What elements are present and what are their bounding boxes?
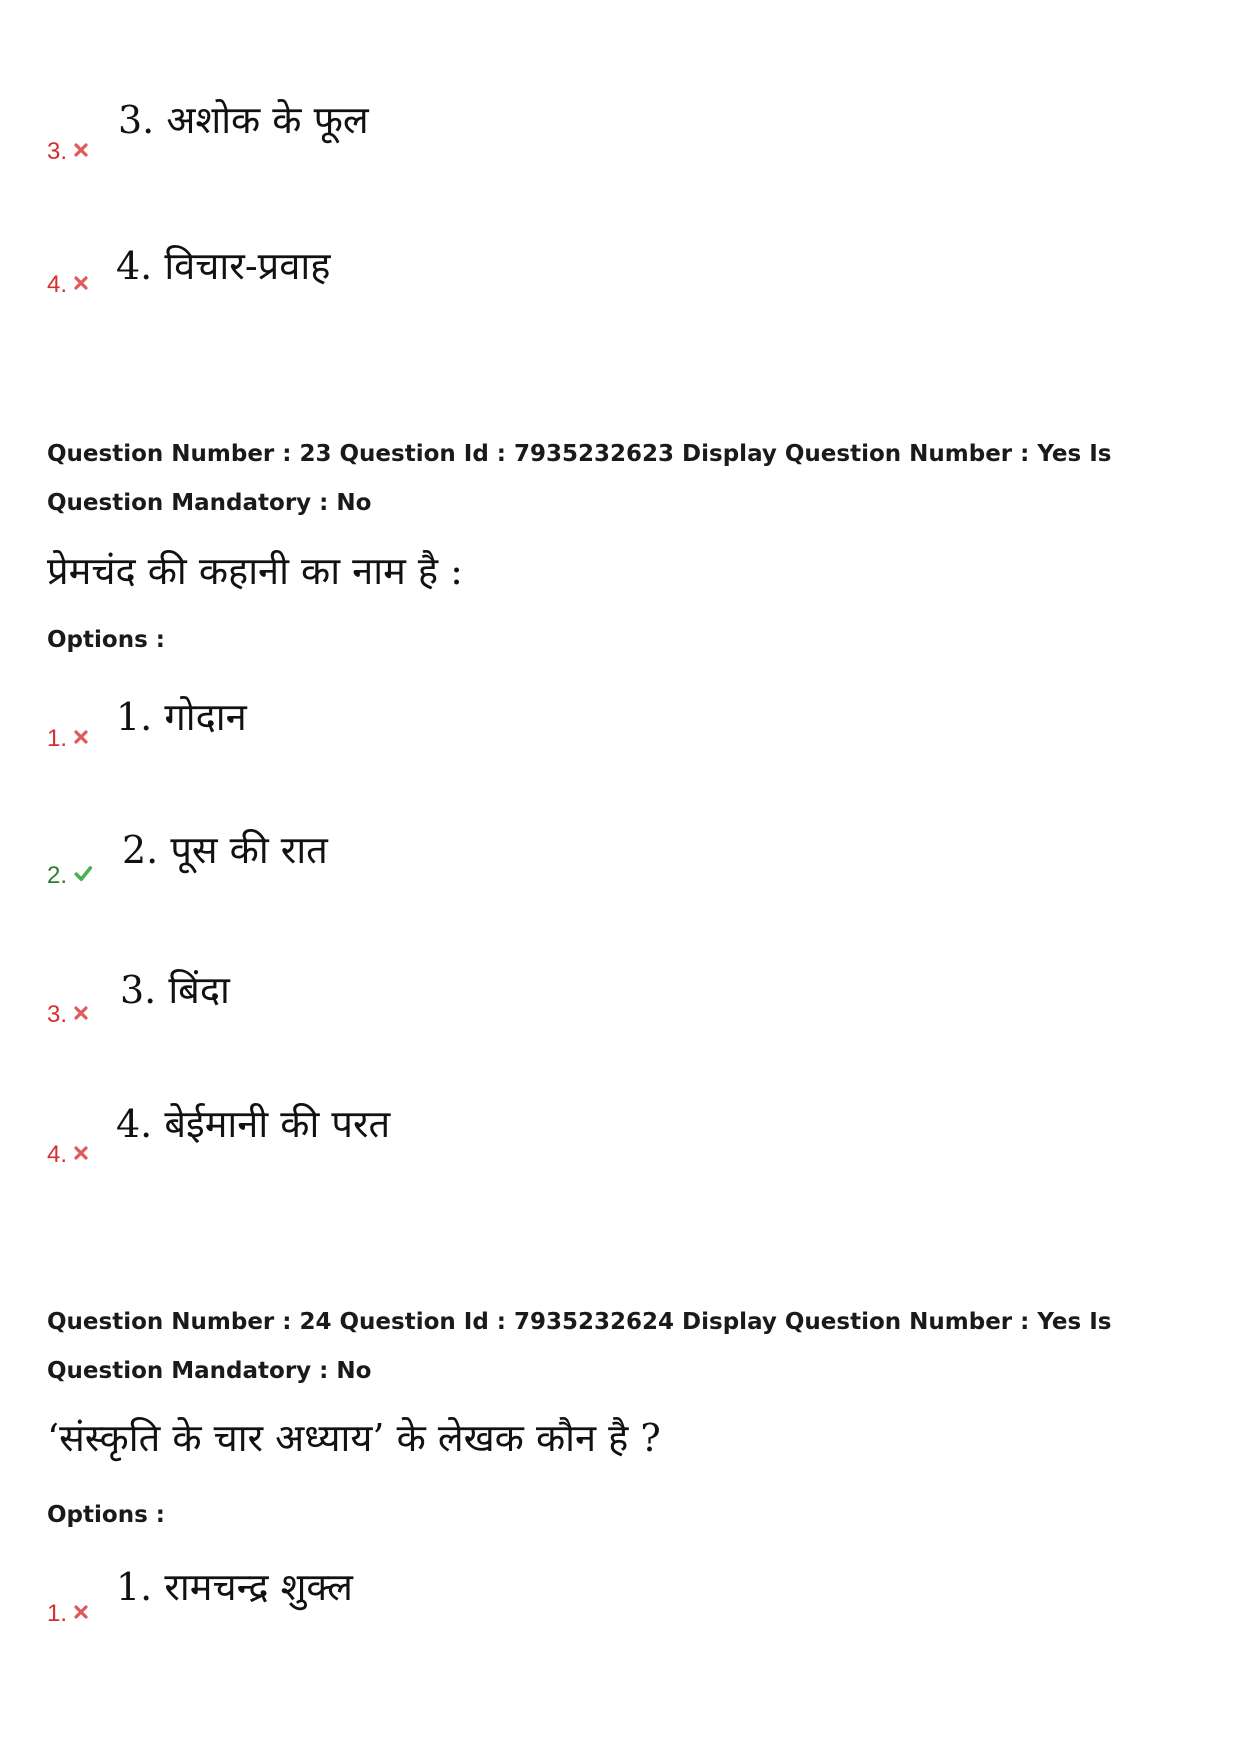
option-number: 1.	[47, 725, 89, 753]
question-meta: Question Number : 24 Question Id : 7935232624 Display Question Number : Yes Is Question Mandatory : No	[47, 1309, 1112, 1384]
cross-icon	[73, 1145, 89, 1161]
option-text: 1. रामचन्द्र शुक्ल	[116, 1565, 353, 1609]
options-label: Options :	[47, 1502, 165, 1528]
cross-icon	[73, 729, 89, 745]
option-text: 4. विचार-प्रवाह	[116, 244, 331, 288]
option-text: 2. पूस की रात	[122, 828, 328, 872]
option-number: 3.	[47, 1001, 89, 1029]
option-text: 4. बेईमानी की परत	[116, 1102, 391, 1146]
question-text: ‘संस्कृति के चार अध्याय’ के लेखक कौन है ?	[47, 1416, 661, 1460]
option-number: 1.	[47, 1600, 89, 1628]
question-text: प्रेमचंद की कहानी का नाम है :	[47, 549, 463, 593]
cross-icon	[73, 1005, 89, 1021]
cross-icon	[73, 1604, 89, 1620]
option-number: 4.	[47, 1141, 89, 1169]
check-icon	[73, 864, 93, 882]
question-meta: Question Number : 23 Question Id : 7935232623 Display Question Number : Yes Is Question Mandatory : No	[47, 441, 1112, 516]
cross-icon	[73, 275, 89, 291]
option-number: 4.	[47, 271, 89, 299]
option-number: 2.	[47, 862, 93, 890]
option-text: 3. अशोक के फूल	[118, 98, 369, 142]
option-text: 3. बिंदा	[120, 968, 230, 1012]
option-text: 1. गोदान	[116, 695, 247, 739]
cross-icon	[73, 142, 89, 158]
option-number: 3.	[47, 138, 89, 166]
options-label: Options :	[47, 627, 165, 653]
